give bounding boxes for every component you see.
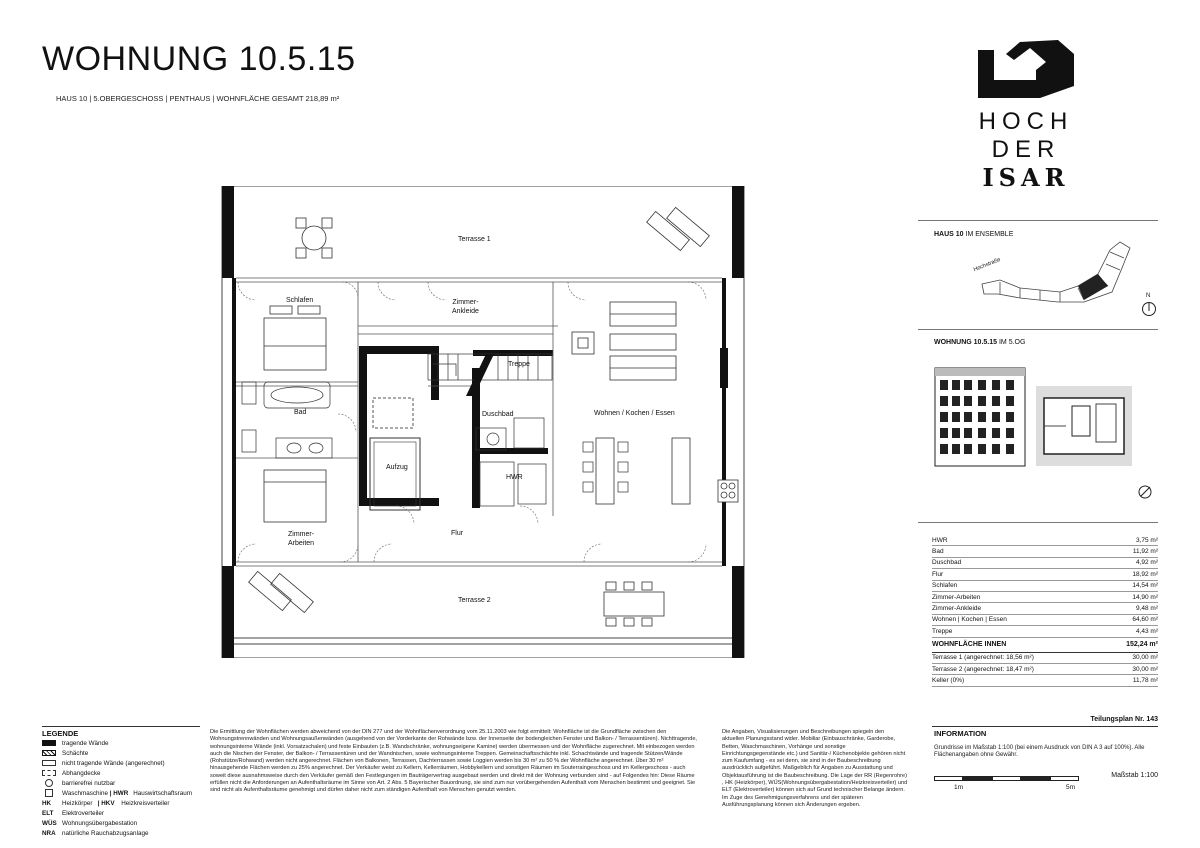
room-label-terrasse-1: Terrasse 1: [458, 236, 491, 243]
teilungsplan-number: Teilungsplan Nr. 143: [1090, 716, 1158, 723]
table-row: Zimmer-Ankleide 9,48 m²: [932, 603, 1158, 614]
legend-item: tragende Wände: [42, 739, 109, 749]
table-row: Schlafen 14,54 m²: [932, 580, 1158, 591]
scale-bar: [934, 776, 1079, 781]
table-row: Flur 18,92 m²: [932, 569, 1158, 580]
room-label-ankleide: Zimmer- Ankleide: [452, 299, 479, 315]
information-text: Grundrisse im Maßstab 1:100 (bei einem Ausdruck von DIN A 3 auf 100%). Alle Flächenangaben ohne Gewähr.: [934, 745, 1145, 759]
legend-item: ELT Elektroverteiler: [42, 810, 104, 817]
street-label: Hochstraße: [972, 256, 1002, 274]
scale-bar-right-label: 5m: [1066, 784, 1076, 791]
barrier-free-icon: [45, 779, 53, 787]
apartment-section-title: WOHNUNG 10.5.15 IM 5.OG: [934, 339, 1026, 346]
room-label-duschbad: Duschbad: [482, 411, 514, 418]
disclaimer-text-1: Die Ermittlung der Wohnflächen werden abweichend von der DIN 277 und der Wohnflächenverordnung vom 25.11.2003 wie folgt ermittelt: Wohnfläche ist die Grundfläche zwischen den Wohnungstrennwänden und Wohnungsaußenwänden (ausgehend von der Vorderkante der Rohwände bzw. der Innenseite der bodengleichen Fenster und Balkon- / Terrassentüren). Nichttragende, wohnungsinterne Wände (inkl. Vorsatzschalen) und feste Einbauten (z.B. Wandschränke, wohnungseigene Kamine) werden übermessen und der Wohnfläche zugerechnet. Mit einbezogen werden auch die Nischen der Fenster, der Balkon- / Terrassentüren und der Wandnischen, sowie wohnungsinterne Treppen. Gemeinschaftsschächte inkl. Schachtwände und tragende Stützen/Wände (Rohstütze/Rohwand) werden nicht angerechnet. Flächen von Balkonen, Terrassen, Dachterrassen sowie Loggien werden bis 30 m² zu 50 % der Wohnfläche angerechnet. Über 30 m² hinausgehende Flächen werden zu 25% angerechnet. Der Verkäufer weist zu Kellern, Kellerräumen, Hobbykellern und sonstigen Räumen im Souterraingeschoss und im Kellergeschoss - auch soweit diese ausnahmsweise durch den Verkäufer gemäß den Festlegungen im Bauträgervertrag ausgebaut werden und direkt mit der Wohnung verbunden sind - auf Folgendes hin: Diese Räume erfüllen nicht die Anforderungen an Aufenthaltsräume im Sinne von Art. 2 Abs. 5 Bayerischer Bauordnung, sie sind zum nur vorübergehenden Aufenthalt vom Menschen bestimmt und geeignet. Sie sind nicht als Aufenthaltsräume genehmigt und dürfen daher nicht zum ständigen Aufenthalt von Menschen genutzt werden.: [210, 729, 697, 794]
suspended-ceiling-swatch: [42, 770, 56, 776]
legend-title: LEGENDE: [42, 729, 79, 738]
north-label: N: [1146, 293, 1151, 299]
divider: [918, 220, 1158, 221]
divider: [42, 726, 200, 727]
page-subtitle: HAUS 10 | 5.OBERGESCHOSS | PENTHAUS | WOHNFLÄCHE GESAMT 218,89 m²: [56, 94, 340, 103]
table-row: Duschbad 4,92 m²: [932, 557, 1158, 568]
floor-plan: [218, 186, 748, 658]
room-label-schlafen: Schlafen: [286, 297, 314, 304]
hoch-der-isar-logo-mark: [976, 40, 1076, 100]
table-row: Terrasse 2 (angerechnet: 18,47 m²) 30,00 m²: [932, 663, 1158, 674]
legend-item: WÜS Wohnungsübergabestation: [42, 820, 138, 827]
legend-item: HK Heizkörper | HKV Heizkreisverteiler: [42, 800, 170, 807]
scale-label: Maßstab 1:100: [1111, 772, 1158, 779]
washing-machine-icon: [45, 789, 53, 797]
scale-bar-left-label: 1m: [954, 784, 964, 791]
area-table: [932, 535, 1158, 687]
room-label-aufzug: Aufzug: [386, 464, 408, 471]
divider: [918, 329, 1158, 330]
room-label-hwr: HWR: [506, 474, 523, 481]
divider: [918, 522, 1158, 523]
facade-elevation: [934, 364, 1026, 468]
logo-wordmark: [976, 108, 1076, 192]
non-bearing-wall-swatch: [42, 760, 56, 766]
ensemble-title: HAUS 10 IM ENSEMBLE: [934, 231, 1014, 238]
bearing-wall-swatch: [42, 740, 56, 746]
compass-icon: [1137, 484, 1153, 500]
table-row: Wohnen | Kochen | Essen 64,60 m²: [932, 614, 1158, 625]
logo-line-1: HOCH: [978, 108, 1074, 135]
room-label-arbeiten: Zimmer- Arbeiten: [288, 531, 315, 547]
legend-item: nicht tragende Wände (angerechnet): [42, 759, 165, 769]
room-label-treppe: Treppe: [508, 361, 530, 368]
legend-item: Abhangdecke: [42, 769, 101, 779]
table-row: Keller (0%) 11,78 m²: [932, 675, 1158, 686]
page-title: WOHNUNG 10.5.15: [42, 40, 356, 78]
divider: [932, 726, 1158, 727]
logo-line-2: DER: [991, 136, 1061, 163]
table-row: Treppe 4,43 m²: [932, 626, 1158, 637]
legend-item: NRA natürliche Rauchabzugsanlage: [42, 830, 149, 837]
room-label-terrasse-2: Terrasse 2: [458, 597, 491, 604]
table-row: Zimmer-Arbeiten 14,90 m²: [932, 591, 1158, 602]
total-row: WOHNFLÄCHE INNEN 152,24 m²: [932, 637, 1158, 652]
disclaimer-text-2: Die Angaben, Visualisierungen und Beschreibungen spiegeln den aktuellen Planungsstand wider. Mobiliar (Einbauschränke, Garderobe, Betten, Waschmaschinen, Vorhänge und sonstige Einrichtungsgegenstände etc.) und Sanitär-/ Küchenobjekte gehören nicht zum Kaufumfang - es sei denn, sie sind in der Baubeschreibung ausdrücklich aufgeführt. Maßgeblich für Angaben zu Ausstattung und Objektausführung ist die Baubeschreibung. Die Lage der RR (Regenrohre) , HK (Heizkörper), WÜS(Wohnungsübergabestation/Heizkreisverteiler) und ELT (Elektroverteiler) können sich auf Grund technischer Belange ändern. Im Zuge des Genehmigungsverfahrens und der späteren Ausführungsplanung können sich Änderungen ergeben.: [722, 729, 908, 808]
north-arrow-icon: [1141, 301, 1157, 317]
table-row: Bad 11,92 m²: [932, 546, 1158, 557]
room-label-wohnen: Wohnen / Kochen / Essen: [594, 410, 675, 417]
shaft-swatch: [42, 750, 56, 756]
floor-key-plan: [1036, 386, 1132, 466]
legend-item: Waschmaschine | HWR Hauswirtschaftsraum: [42, 789, 192, 799]
legend-item: Schächte: [42, 749, 88, 759]
table-row: Terrasse 1 (angerechnet: 18,56 m²) 30,00 m²: [932, 652, 1158, 663]
logo-line-3: ISAR: [982, 163, 1070, 192]
legend-item: barrierefrei nutzbar: [42, 779, 115, 789]
room-label-bad: Bad: [294, 409, 307, 416]
table-row: HWR 3,75 m²: [932, 535, 1158, 546]
information-title: INFORMATION: [934, 729, 987, 738]
room-label-flur: Flur: [451, 530, 464, 537]
ensemble-site-plan: [960, 236, 1150, 320]
